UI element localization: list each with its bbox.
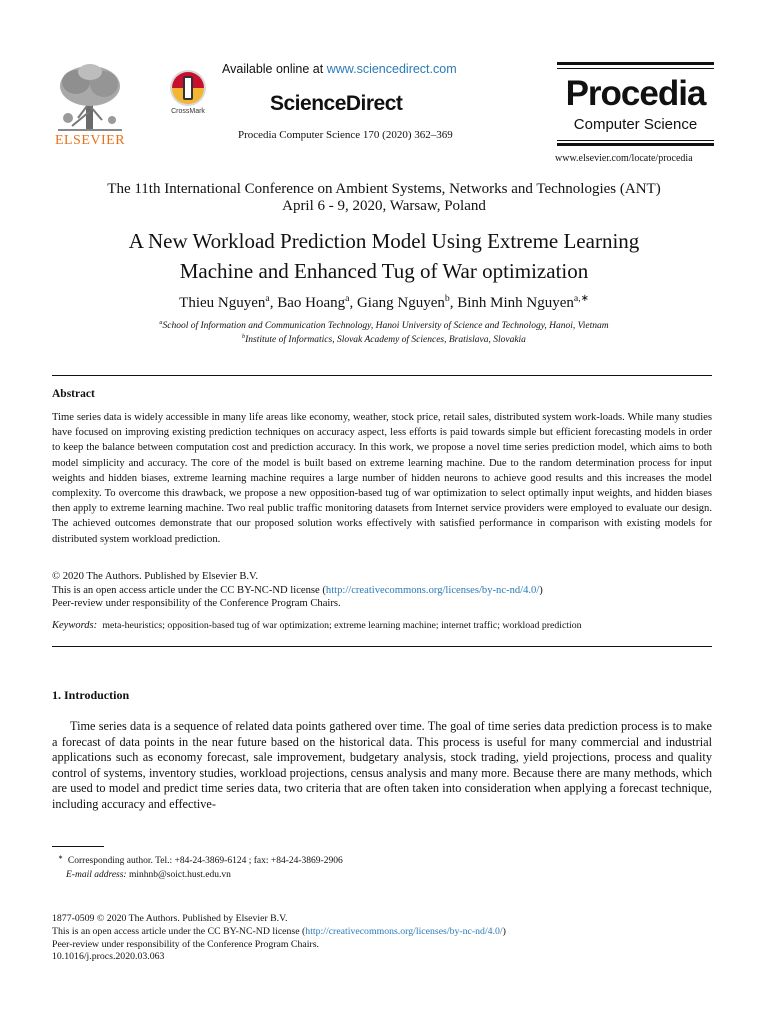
issn-line: 1877-0509 © 2020 The Authors. Published by Elsevier B.V.	[52, 913, 288, 924]
keywords-label: Keywords:	[52, 620, 98, 631]
procedia-bottom-rule	[557, 143, 714, 146]
crossmark-label: CrossMark	[171, 108, 205, 115]
affiliation-a: $^a$School of Information and Communication Technology, Hanoi University of Science and Technology, Hanoi, Vietnam	[159, 320, 609, 332]
copyright-block	[52, 570, 712, 611]
abstract-heading: Abstract	[52, 388, 95, 400]
procedia-bottom-rule-thin	[557, 140, 714, 141]
author: Thieu Nguyen$^a$,	[179, 293, 278, 311]
corresponding-author-line: ∗ Corresponding author. Tel.: +84-24-3869-6124 ; fax: +84-24-3869-2906	[58, 855, 343, 867]
sciencedirect-link[interactable]: www.sciencedirect.com	[326, 62, 457, 76]
article-info-block	[52, 913, 506, 964]
author: Bao Hoang$^a$,	[277, 293, 357, 311]
license-link[interactable]: http://creativecommons.org/licenses/by-nc-nd/4.0/	[325, 584, 540, 596]
procedia-title: Procedia	[565, 74, 706, 113]
paper-title-line-1: A New Workload Prediction Model Using Extreme Learning	[128, 229, 640, 253]
conference-dates: April 6 - 9, 2020, Warsaw, Poland	[282, 198, 486, 214]
bottom-license-link[interactable]: http://creativecommons.org/licenses/by-nc-nd/4.0/	[305, 925, 503, 937]
introduction-text: Time series data is a sequence of related data points gathered over time. The goal of time series data prediction process is to make a forecast of data points in the near future based on the historical data. This process is useful for many commercial and industrial applications such as economy forecast, sale improvement, budgetary analysis, stock trading, yield projections, process and quality control of systems, inventory studies, workload projections, census analysis and many more. Because there are many methods, which are used to model and predict time series data, two criteria that are often taken into consideration when applying a forecast technique, including accuracy and effective-	[52, 719, 712, 811]
peer-review-line: Peer-review under responsibility of the Conference Program Chairs.	[52, 598, 341, 610]
bottom-peer-review: Peer-review under responsibility of the Conference Program Chairs.	[52, 938, 319, 950]
elsevier-wordmark: ELSEVIER	[54, 133, 126, 148]
available-online-line	[222, 62, 457, 76]
email-address[interactable]: minhnb@soict.hust.edu.vn	[128, 870, 231, 881]
sciencedirect-wordmark: ScienceDirect	[270, 92, 403, 115]
abstract-bottom-rule	[52, 646, 712, 647]
available-prefix: Available online at	[222, 62, 327, 76]
abstract-top-rule	[52, 375, 712, 376]
procedia-logo	[557, 62, 714, 150]
procedia-top-rule-thin	[557, 68, 714, 69]
author-list	[0, 293, 768, 312]
paper-title-line-2: Machine and Enhanced Tug of War optimization	[179, 259, 589, 283]
abstract-text: Time series data is widely accessible in many life areas like economy, weather, stock price, retail sales, distributed system work-loads. While many studies have focused on improving existing prediction techniques on accuracy aspect, less efforts is paid towards simple but efficient forecasting models in order to keep the balance between computation cost and prediction accuracy. In this work, we propose a novel time series prediction model, which aims to both model simplicity and accuracy. The core of the model is built based on extreme learning machine. Due to the random determination process for input weights and hidden biases, extreme learning machine requires a large number of hidden neurons to achieve good results and this increases the model complexity. To overcome this drawback, we propose a new opposition-based tug of war optimization to select optimally input weights, and hidden biases then apply to extreme learning machine. Two real public traffic monitoring datasets from Internet service providers were employed to evaluate our design. The achieved outcomes demonstrate that our proposed solution works effectively with satisfied performance in comparison with existing models for distributed system workload prediction.	[52, 412, 712, 545]
procedia-top-rule	[557, 62, 714, 65]
doi-line[interactable]: 10.1016/j.procs.2020.03.063	[52, 951, 165, 963]
conference-name: The 11th International Conference on Ambient Systems, Networks and Technologies (ANT)	[107, 181, 661, 197]
keywords	[52, 620, 712, 631]
author: Giang Nguyen$^b$,	[356, 293, 458, 311]
procedia-url[interactable]: www.elsevier.com/locate/procedia	[555, 153, 693, 164]
license-line: This is an open access article under the CC BY-NC-ND license (http://creativecommons.org/licenses/by-nc-nd/4.0/)	[52, 584, 543, 596]
footnote	[58, 851, 343, 882]
affiliation-b: $^b$Institute of Informatics, Slovak Academy of Sciences, Bratislava, Slovakia	[242, 334, 526, 346]
author: Binh Minh Nguyen$^{a,∗}$	[457, 293, 589, 311]
section-heading-introduction: 1. Introduction	[52, 688, 130, 702]
footnote-rule	[52, 846, 104, 847]
email-line: E-mail address: minhnb@soict.hust.edu.vn	[66, 870, 231, 881]
journal-citation: Procedia Computer Science 170 (2020) 362–369	[238, 129, 453, 141]
bottom-license-line: This is an open access article under the CC BY-NC-ND license (http://creativecommons.org/licenses/by-nc-nd/4.0/)	[52, 925, 506, 937]
procedia-subtitle: Computer Science	[573, 116, 698, 133]
keywords-list: meta-heuristics; opposition-based tug of war optimization; extreme learning machine; internet traffic; workload prediction	[102, 620, 582, 631]
paper-title	[0, 226, 768, 286]
copyright-line: © 2020 The Authors. Published by Elsevier B.V.	[52, 571, 258, 582]
